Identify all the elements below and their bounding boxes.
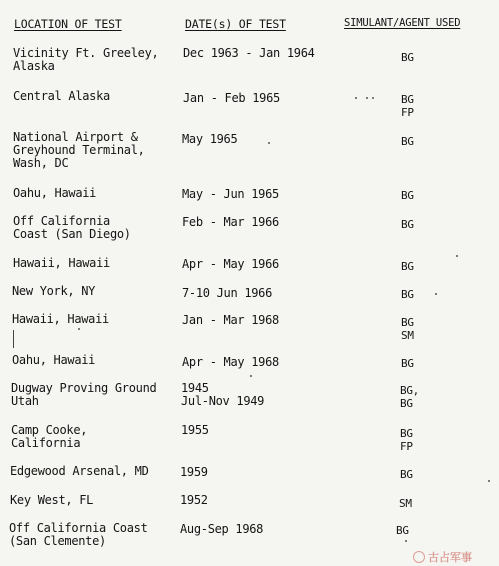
row-agents: BG [401,357,414,370]
row-dates: May 1965 [182,132,238,146]
wechat-logo-icon [413,551,425,563]
row-location: Hawaii, Hawaii [12,312,109,326]
scan-speck [488,480,490,482]
row-dates: 1955 [181,423,209,437]
row-agents: BG [401,260,414,273]
row-dates: Apr - May 1966 [182,257,279,271]
row-location: New York, NY [12,284,96,298]
row-agents: BG FP [401,93,414,119]
row-agents: BG FP [400,427,413,453]
scan-speck [456,255,458,257]
row-dates: 1952 [180,493,208,507]
row-location: Oahu, Hawaii [12,353,96,367]
row-location: Vicinity Ft. Greeley, Alaska [13,46,159,73]
header-location: LOCATION OF TEST [14,17,122,31]
row-agents: BG SM [401,316,414,342]
watermark [413,548,499,566]
row-dates: Aug-Sep 1968 [180,522,264,536]
scan-speck [366,97,368,99]
row-location: Off California Coast (San Diego) [13,214,131,241]
header-dates: DATE(s) OF TEST [185,17,286,31]
row-location: Oahu, Hawaii [13,186,97,200]
row-agents: BG [401,51,414,64]
row-agents: BG [396,524,409,537]
header-agent: SIMULANT/AGENT USED [344,17,461,29]
row-dates: Apr - May 1968 [182,355,279,369]
scan-speck [78,328,80,330]
row-dates: 1959 [180,465,208,479]
row-location: Central Alaska [13,89,110,103]
scan-speck [355,97,357,99]
watermark-text: 古占军事 [428,551,472,564]
row-dates: Dec 1963 - Jan 1964 [183,46,315,60]
row-location: National Airport & Greyhound Terminal, Wash, DC [13,130,145,170]
row-location: Camp Cooke, California [11,423,88,450]
row-agents: BG [401,189,414,202]
row-agents: BG [400,468,413,481]
row-dates: 1945 Jul-Nov 1949 [181,381,265,408]
row-agents: BG [401,218,414,231]
scan-speck [250,375,252,377]
row-location: Hawaii, Hawaii [13,256,110,270]
row-agents: SM [399,497,412,510]
row-dates: May - Jun 1965 [182,187,279,201]
row-agents: BG [401,288,414,301]
scan-speck [405,540,407,542]
row-dates: 7-10 Jun 1966 [182,286,273,300]
scan-speck [372,97,374,99]
row-location: Off California Coast (San Clemente) [9,521,148,548]
row-dates: Feb - Mar 1966 [182,215,279,229]
row-location: Dugway Proving Ground Utah [11,381,157,408]
scan-speck [268,142,270,144]
row-dates: Jan - Feb 1965 [183,91,280,105]
row-location: Edgewood Arsenal, MD [10,464,149,478]
row-agents: BG [401,135,414,148]
row-dates: Jan - Mar 1968 [182,313,279,327]
row-agents: BG, BG [400,384,419,410]
scan-speck [435,293,437,295]
row-location: Key West, FL [10,493,94,507]
pen-mark [13,330,14,348]
